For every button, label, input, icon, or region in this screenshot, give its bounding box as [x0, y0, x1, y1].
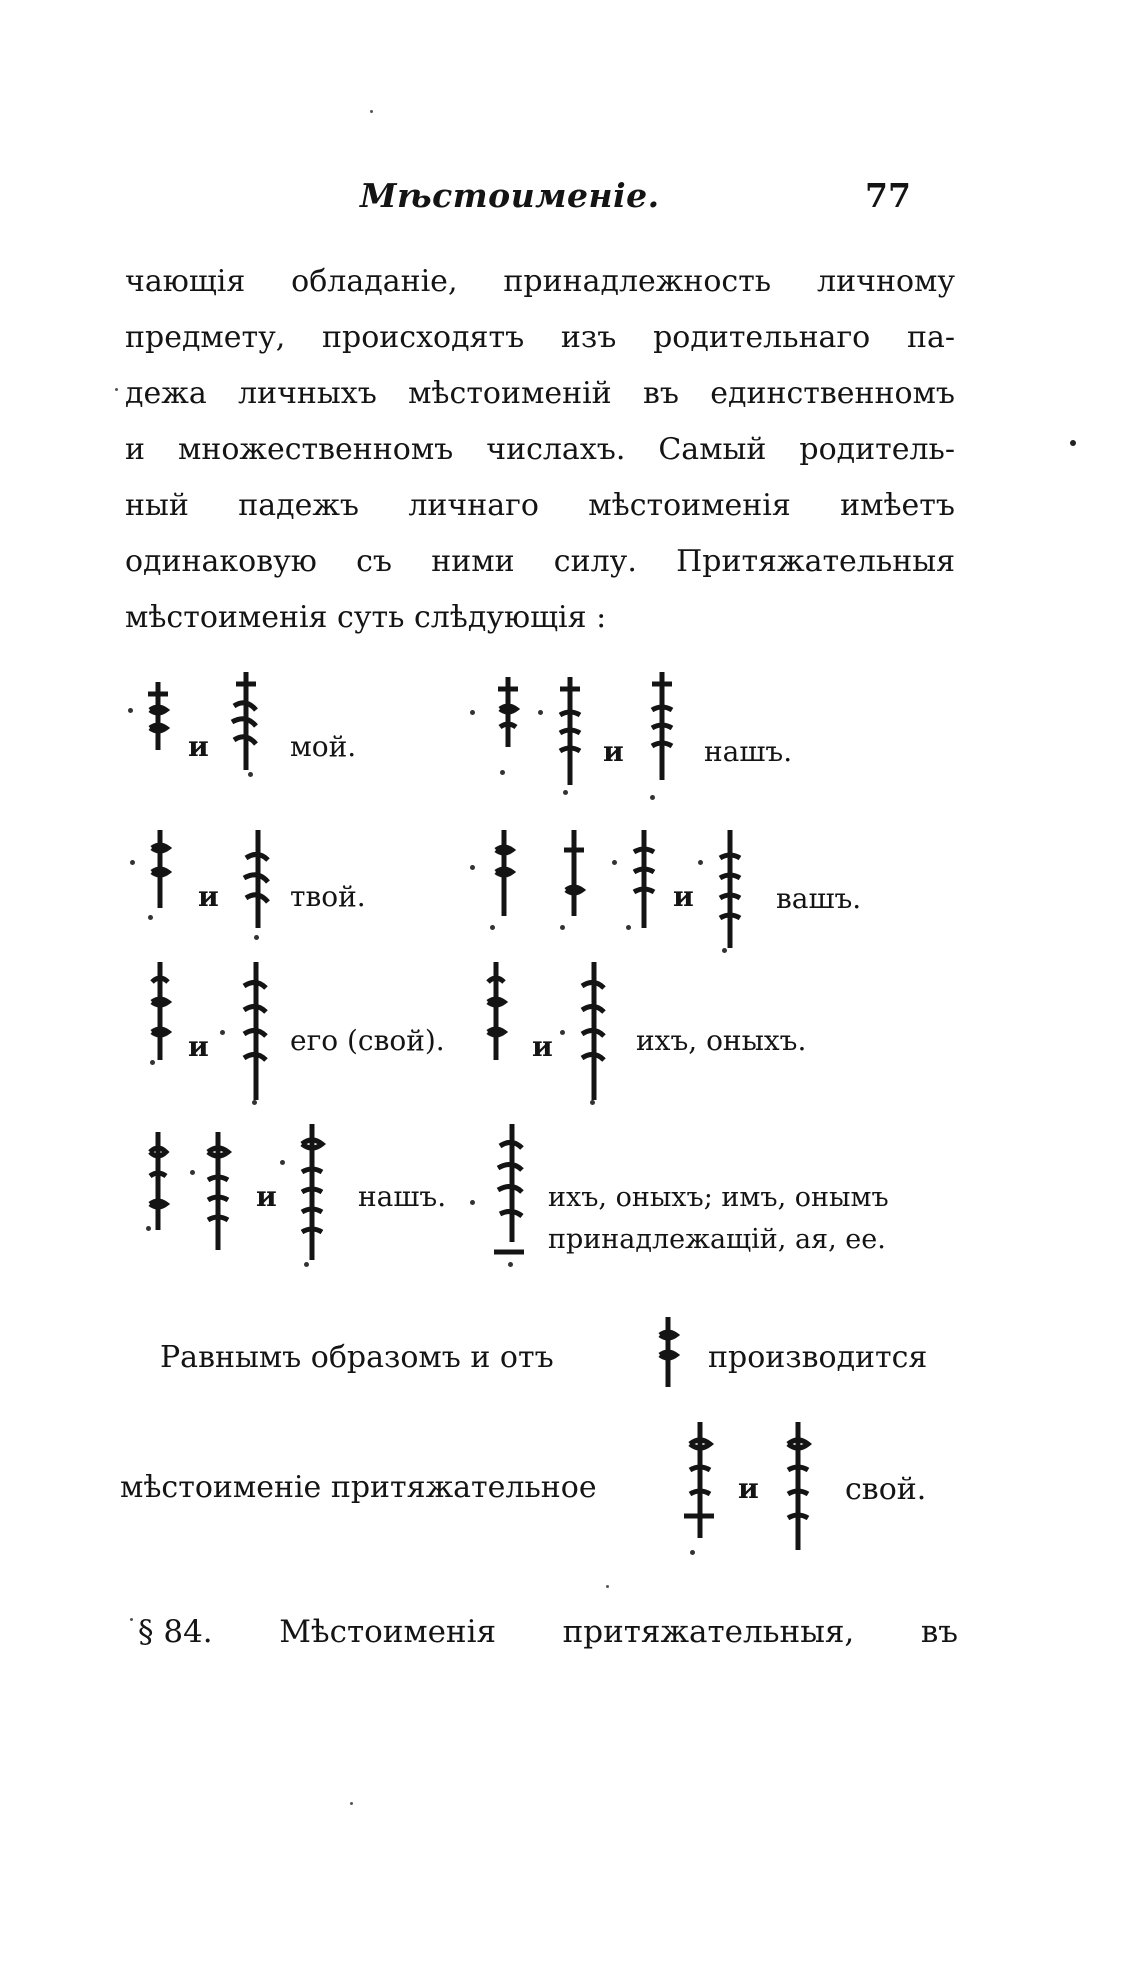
translation-label: ихъ, оныхъ; имъ, онымъ: [548, 1182, 889, 1213]
glyph-dot: [470, 1200, 475, 1205]
glyph-dot: [128, 708, 133, 713]
glyph-dot: [538, 710, 543, 715]
conjunction: и: [673, 880, 694, 913]
glyph-dot: [560, 925, 565, 930]
glyph-dot: [626, 925, 631, 930]
scan-speck: [1070, 440, 1076, 446]
scan-speck: [350, 1802, 353, 1805]
scan-speck: [130, 1618, 133, 1621]
glyph-dot: [612, 860, 617, 865]
section-word: притяжательныя,: [562, 1614, 855, 1650]
translation-label: нашъ.: [358, 1180, 447, 1213]
scan-speck: [606, 1585, 609, 1588]
scan-speck: [370, 110, 373, 113]
glyph-dot: [563, 790, 568, 795]
mongolian-script-glyph: [776, 1420, 816, 1564]
glyph-dot: [508, 1262, 513, 1267]
closing-text: Равнымъ образомъ и отъ: [160, 1340, 554, 1375]
glyph-dot: [190, 1170, 195, 1175]
conjunction: и: [256, 1180, 277, 1213]
glyph-dot: [248, 772, 253, 777]
mongolian-script-glyph: [568, 960, 612, 1114]
translation-label: его (свой).: [290, 1024, 445, 1057]
scan-speck: [115, 388, 118, 391]
paragraph-line: дежа личныхъ мѣстоименій въ единственномъ: [125, 376, 955, 411]
mongolian-script-glyph: [232, 828, 276, 942]
glyph-dot: [650, 795, 655, 800]
paragraph-line: и множественномъ числахъ. Самый родитель-: [125, 432, 955, 467]
paragraph-line: ный падежъ личнаго мѣстоименія имѣетъ: [125, 488, 955, 523]
translation-label: мой.: [290, 730, 357, 763]
glyph-dot: [146, 1226, 151, 1231]
paragraph-line: предмету, происходятъ изъ родительнаго па-: [125, 320, 955, 355]
glyph-dot: [280, 1160, 285, 1165]
glyph-dot: [252, 1100, 257, 1105]
translation-label: нашъ.: [704, 735, 793, 768]
mongolian-script-glyph: [196, 1130, 236, 1264]
mongolian-script-glyph: [708, 828, 748, 962]
mongolian-script-glyph: [548, 675, 588, 799]
mongolian-script-glyph: [640, 670, 680, 794]
section-word: въ: [920, 1614, 958, 1650]
translation-label: ихъ, оныхъ.: [636, 1024, 807, 1057]
mongolian-script-glyph: [290, 1122, 330, 1276]
section-word: Мѣстоименія: [279, 1614, 497, 1650]
translation-label: вашъ.: [776, 882, 862, 915]
glyph-dot: [698, 860, 703, 865]
paragraph-line: мѣстоименія суть слѣдующія :: [125, 600, 607, 635]
mongolian-script-glyph: [484, 1122, 534, 1276]
mongolian-script-glyph: [140, 680, 176, 764]
closing-text: мѣстоименіе притяжательное: [120, 1470, 597, 1505]
translation-label: твой.: [290, 880, 366, 913]
paragraph-line: чающія обладаніе, принадлежность личному: [125, 264, 955, 299]
glyph-dot: [590, 1100, 595, 1105]
glyph-dot: [304, 1262, 309, 1267]
glyph-dot: [500, 770, 505, 775]
glyph-dot: [470, 865, 475, 870]
glyph-dot: [150, 1060, 155, 1065]
mongolian-script-glyph: [478, 960, 514, 1074]
section-heading: [138, 1614, 958, 1650]
conjunction: и: [188, 730, 209, 763]
conjunction: и: [188, 1030, 209, 1063]
conjunction: и: [603, 735, 624, 768]
conjunction: и: [738, 1472, 759, 1505]
conjunction: и: [532, 1030, 553, 1063]
closing-text: свой.: [845, 1472, 927, 1507]
closing-text: производится: [708, 1340, 928, 1375]
glyph-dot: [130, 860, 135, 865]
mongolian-script-glyph: [220, 670, 264, 784]
paragraph-line: одинаковую съ ними силу. Притяжательныя: [125, 544, 955, 579]
mongolian-script-glyph: [230, 960, 274, 1114]
mongolian-script-glyph: [556, 828, 592, 932]
mongolian-script-glyph: [142, 960, 178, 1074]
mongolian-script-glyph: [490, 675, 526, 769]
glyph-dot: [470, 710, 475, 715]
mongolian-script-glyph: [650, 1315, 686, 1399]
glyph-dot: [148, 915, 153, 920]
running-header-title: Мѣстоименіе.: [360, 176, 660, 215]
mongolian-script-glyph: [142, 828, 178, 922]
section-marker: § 84.: [138, 1614, 213, 1650]
glyph-dot: [722, 948, 727, 953]
glyph-dot: [560, 1030, 565, 1035]
glyph-dot: [690, 1550, 695, 1555]
conjunction: и: [198, 880, 219, 913]
glyph-dot: [254, 935, 259, 940]
page-number: 77: [865, 176, 911, 215]
glyph-dot: [490, 925, 495, 930]
glyph-dot: [220, 1030, 225, 1035]
mongolian-script-glyph: [678, 1420, 718, 1554]
translation-label: принадлежащій, ая, ее.: [548, 1224, 886, 1255]
mongolian-script-glyph: [486, 828, 522, 932]
